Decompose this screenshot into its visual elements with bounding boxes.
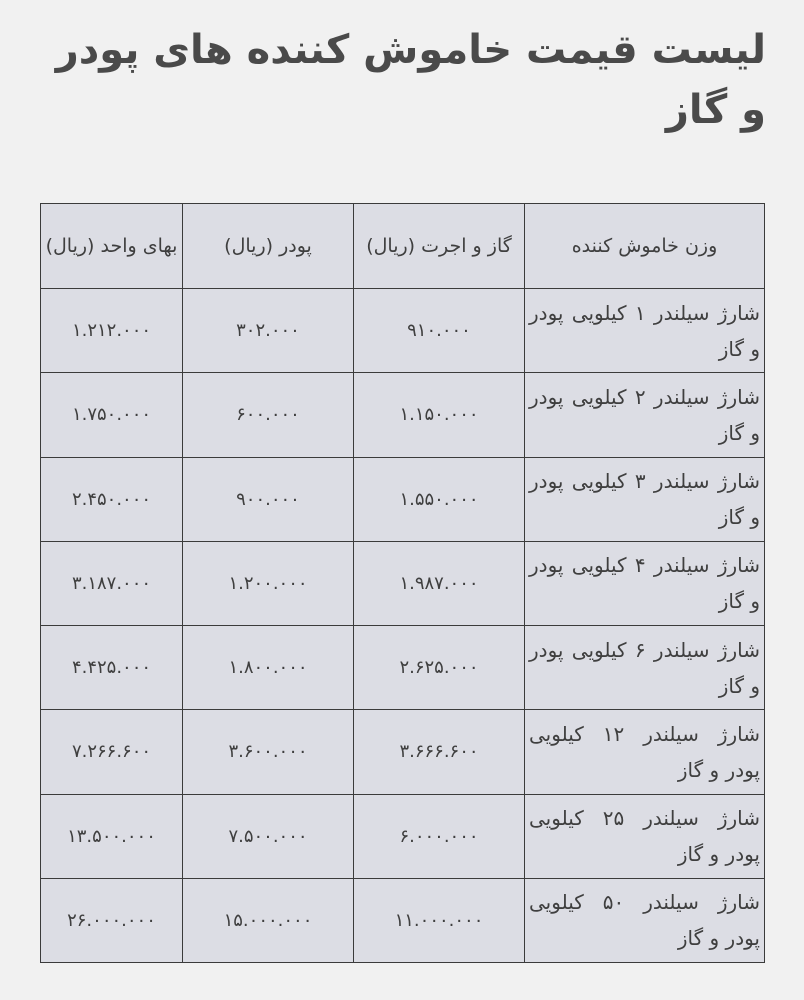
powder-cell: ۳۰۲.۰۰۰: [183, 289, 354, 373]
header-gas: گاز و اجرت (ریال): [354, 204, 525, 289]
table-row: [41, 541, 765, 625]
gas-cell: ۱۱.۰۰۰.۰۰۰: [354, 878, 525, 962]
gas-cell: ۱.۹۸۷.۰۰۰: [354, 541, 525, 625]
table-row: [41, 457, 765, 541]
gas-cell: ۲.۶۲۵.۰۰۰: [354, 626, 525, 710]
powder-cell: ۱۵.۰۰۰.۰۰۰: [183, 878, 354, 962]
powder-cell: ۹۰۰.۰۰۰: [183, 457, 354, 541]
gas-cell: ۱.۱۵۰.۰۰۰: [354, 373, 525, 457]
unit-price-cell: ۳.۱۸۷.۰۰۰: [41, 541, 183, 625]
table-row: [41, 794, 765, 878]
gas-cell: ۶.۰۰۰.۰۰۰: [354, 794, 525, 878]
page-title: لیست قیمت خاموش کننده های پودر و گاز: [55, 27, 766, 133]
unit-price-cell: ۱.۲۱۲.۰۰۰: [41, 289, 183, 373]
table-header-row: [41, 204, 765, 289]
item-cell: شارژ سیلندر ۱ کیلویی پودر و گاز: [525, 289, 765, 373]
unit-price-cell: ۷.۲۶۶.۶۰۰: [41, 710, 183, 794]
table-row: [41, 373, 765, 457]
powder-cell: ۱.۸۰۰.۰۰۰: [183, 626, 354, 710]
header-unit: بهای واحد (ریال): [41, 204, 183, 289]
powder-cell: ۳.۶۰۰.۰۰۰: [183, 710, 354, 794]
item-cell: شارژ سیلندر ۲۵ کیلویی پودر و گاز: [525, 794, 765, 878]
unit-price-cell: ۱.۷۵۰.۰۰۰: [41, 373, 183, 457]
unit-price-cell: ۱۳.۵۰۰.۰۰۰: [41, 794, 183, 878]
unit-price-cell: ۴.۴۲۵.۰۰۰: [41, 626, 183, 710]
price-table: [40, 203, 765, 963]
item-cell: شارژ سیلندر ۳ کیلویی پودر و گاز: [525, 457, 765, 541]
item-cell: شارژ سیلندر ۴ کیلویی پودر و گاز: [525, 541, 765, 625]
gas-cell: ۹۱۰.۰۰۰: [354, 289, 525, 373]
price-table-container: [40, 203, 764, 963]
powder-cell: ۷.۵۰۰.۰۰۰: [183, 794, 354, 878]
powder-cell: ۱.۲۰۰.۰۰۰: [183, 541, 354, 625]
item-cell: شارژ سیلندر ۵۰ کیلویی پودر و گاز: [525, 878, 765, 962]
item-cell: شارژ سیلندر ۲ کیلویی پودر و گاز: [525, 373, 765, 457]
item-cell: شارژ سیلندر ۱۲ کیلویی پودر و گاز: [525, 710, 765, 794]
gas-cell: ۳.۶۶۶.۶۰۰: [354, 710, 525, 794]
powder-cell: ۶۰۰.۰۰۰: [183, 373, 354, 457]
unit-price-cell: ۲.۴۵۰.۰۰۰: [41, 457, 183, 541]
header-item: وزن خاموش کننده: [525, 204, 765, 289]
item-cell: شارژ سیلندر ۶ کیلویی پودر و گاز: [525, 626, 765, 710]
unit-price-cell: ۲۶.۰۰۰.۰۰۰: [41, 878, 183, 962]
table-row: [41, 626, 765, 710]
gas-cell: ۱.۵۵۰.۰۰۰: [354, 457, 525, 541]
table-row: [41, 289, 765, 373]
table-row: [41, 878, 765, 962]
table-row: [41, 710, 765, 794]
header-powder: پودر (ریال): [183, 204, 354, 289]
